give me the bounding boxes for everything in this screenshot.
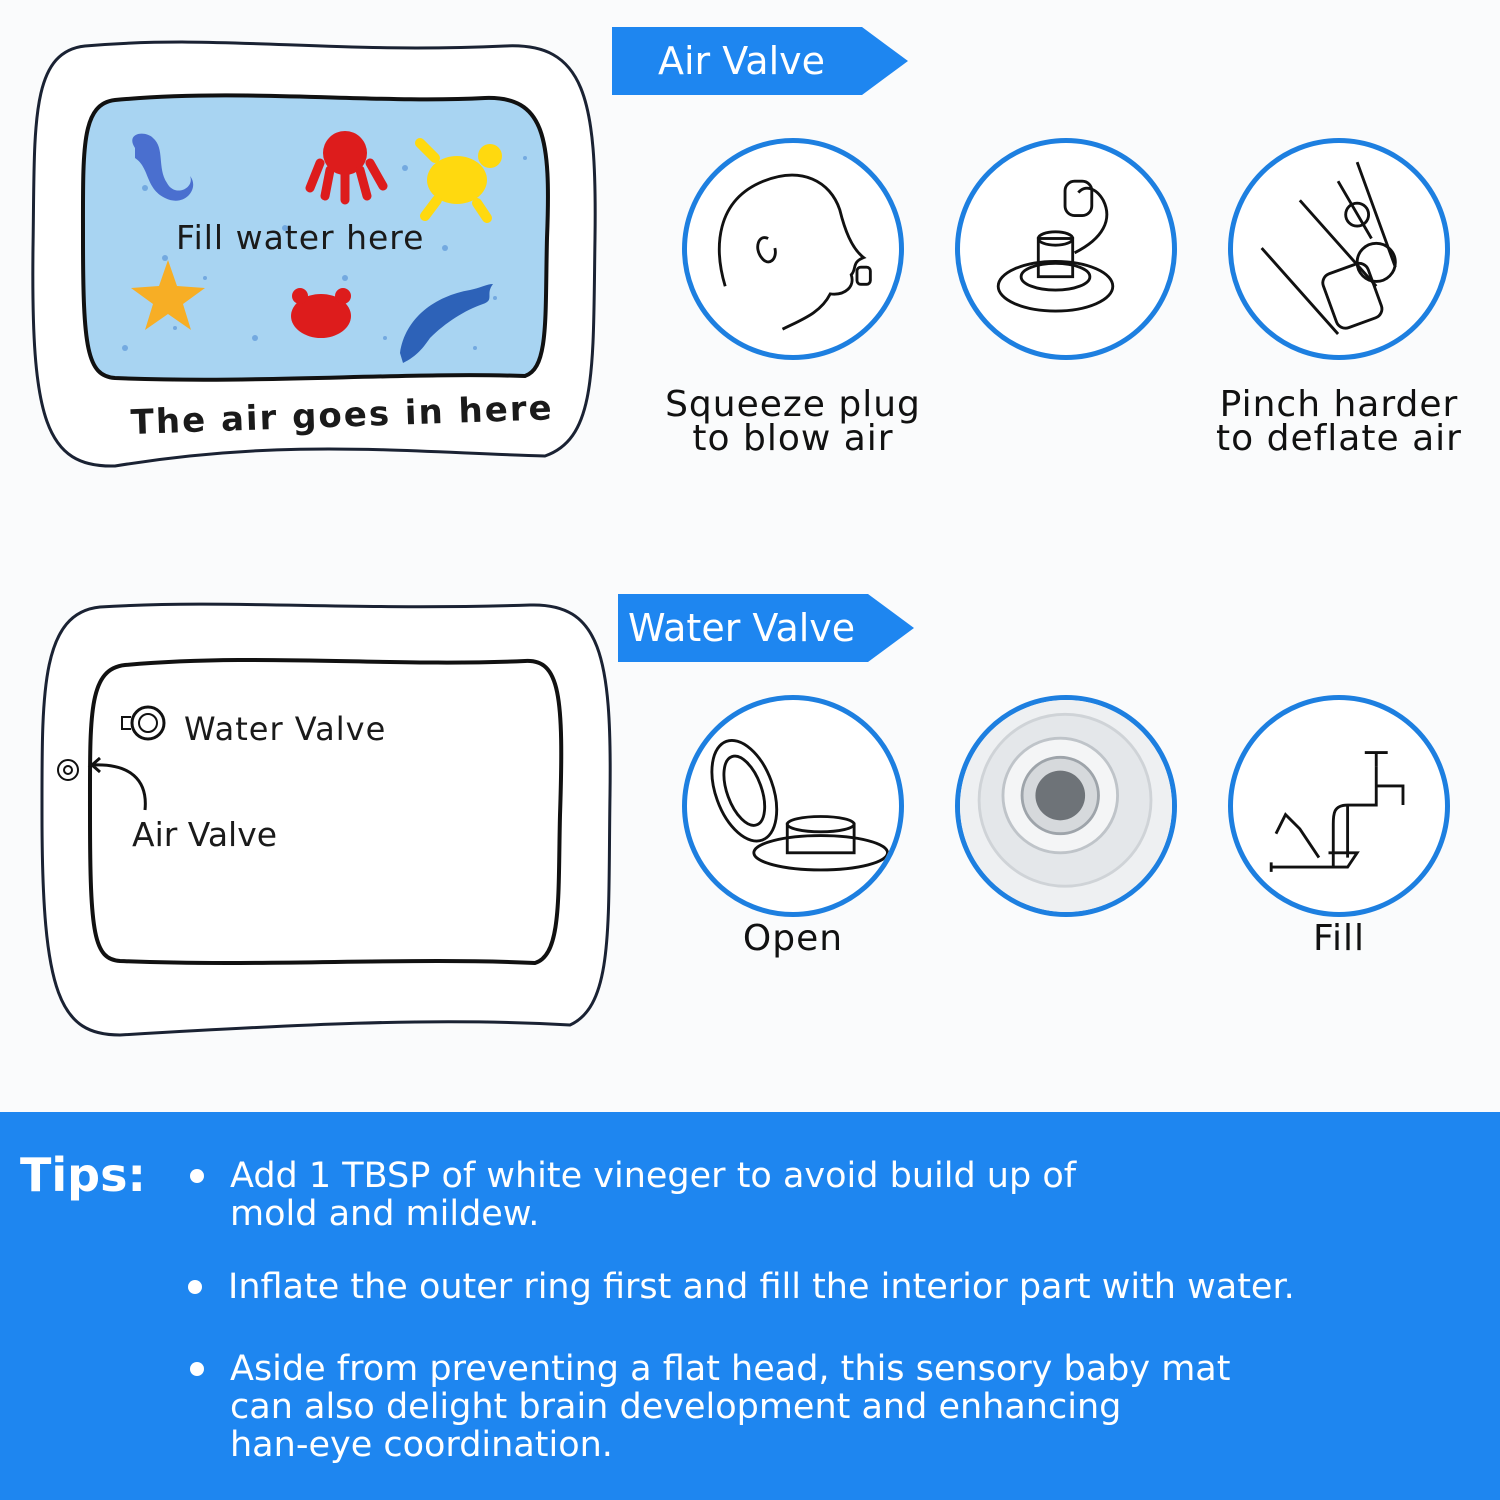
air-goes-label: The air goes in here [130, 388, 555, 443]
water-valve-banner [618, 594, 914, 662]
air-step-1-caption: Squeeze plug to blow air [665, 384, 921, 459]
valve-photo-icon [960, 700, 1172, 912]
open-cap-icon [687, 700, 899, 912]
tips-title: Tips: [20, 1148, 146, 1202]
tip-item-1: Add 1 TBSP of white vineger to avoid build up of mold and mildew. [230, 1157, 1076, 1233]
air-valve-banner-label: Air Valve [658, 39, 826, 83]
faucet-icon [1233, 700, 1445, 912]
person-blowing-icon [687, 143, 899, 355]
tip-item-2: Inflate the outer ring first and fill the interior part with water. [228, 1268, 1295, 1306]
air-step-3-caption: Pinch harder to deflate air [1216, 384, 1462, 459]
air-step-3 [1228, 138, 1450, 360]
tip-item-3: Aside from preventing a flat head, this sensory baby mat can also delight brain development and enhancing han-eye coordination. [230, 1350, 1230, 1464]
water-step-3 [1228, 695, 1450, 917]
water-valve-mat-label: Water Valve [184, 710, 387, 748]
bullet-icon [190, 1169, 204, 1183]
mat-outline-illustration [30, 595, 630, 1045]
water-valve-banner-label: Water Valve [628, 606, 856, 650]
air-step-2 [955, 138, 1177, 360]
crab-icon [291, 288, 351, 338]
bullet-icon [188, 1280, 202, 1294]
water-step-1-caption: Open [742, 918, 844, 959]
water-step-3-caption: Fill [1312, 918, 1366, 959]
water-step-1 [682, 695, 904, 917]
fill-water-label: Fill water here [176, 218, 425, 257]
bullet-icon [190, 1362, 204, 1376]
water-step-2 [955, 695, 1177, 917]
valve-plug-icon [960, 143, 1172, 355]
pinch-valve-icon [1233, 143, 1445, 355]
air-step-1 [682, 138, 904, 360]
air-valve-banner [612, 27, 908, 95]
air-valve-mat-label: Air Valve [132, 815, 278, 854]
